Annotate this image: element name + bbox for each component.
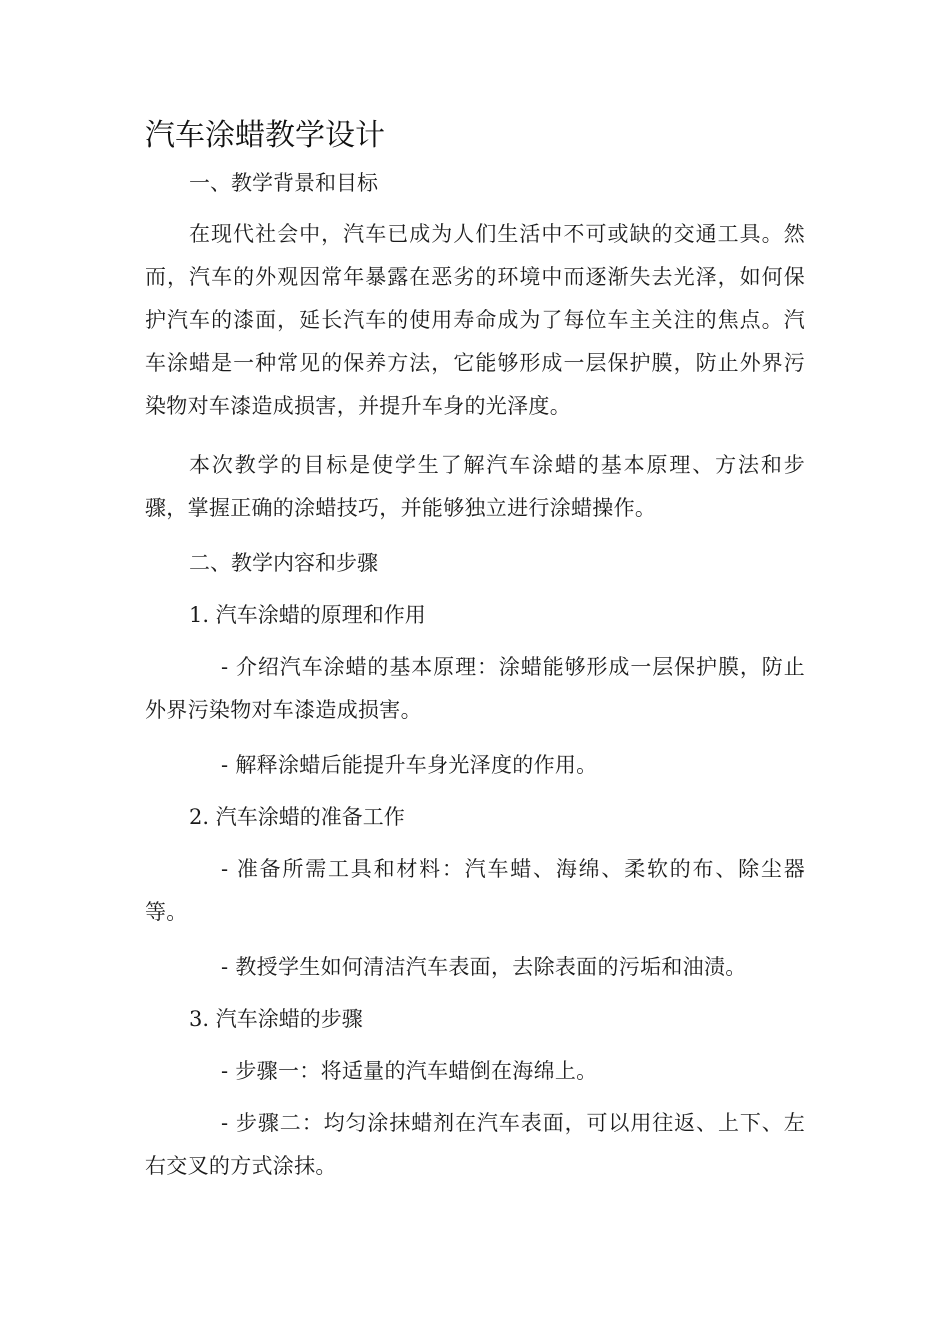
list-item-preparation-1: - 准备所需工具和材料：汽车蜡、海绵、柔软的布、除尘器等。: [145, 857, 805, 924]
list-item-step-1: - 步骤一：将适量的汽车蜡倒在海绵上。: [221, 1059, 598, 1083]
document-title: 汽车涂蜡教学设计: [145, 118, 385, 153]
paragraph-goal: 本次教学的目标是使学生了解汽车涂蜡的基本原理、方法和步骤，掌握正确的涂蜡技巧，并能够独立进行涂蜡操作。: [145, 453, 805, 520]
list-item-principle-2: - 解释涂蜡后能提升车身光泽度的作用。: [221, 753, 598, 777]
subheading-principle: 1. 汽车涂蜡的原理和作用: [189, 603, 426, 627]
paragraph-background: 在现代社会中，汽车已成为人们生活中不可或缺的交通工具。然而，汽车的外观因常年暴露在恶劣的环境中而逐渐失去光泽，如何保护汽车的漆面，延长汽车的使用寿命成为了每位车主关注的焦点。汽车涂蜡是一种常见的保养方法，它能够形成一层保护膜，防止外界污染物对车漆造成损害，并提升车身的光泽度。: [145, 222, 805, 418]
section-heading-1: 一、教学背景和目标: [189, 171, 378, 195]
list-item-principle-1: - 介绍汽车涂蜡的基本原理：涂蜡能够形成一层保护膜，防止外界污染物对车漆造成损害。: [145, 655, 805, 722]
list-item-step-2: - 步骤二：均匀涂抹蜡剂在汽车表面，可以用往返、上下、左右交叉的方式涂抹。: [145, 1111, 805, 1178]
list-item-preparation-2: - 教授学生如何清洁汽车表面，去除表面的污垢和油渍。: [221, 955, 747, 979]
section-heading-2: 二、教学内容和步骤: [189, 551, 378, 575]
subheading-preparation: 2. 汽车涂蜡的准备工作: [189, 805, 405, 829]
subheading-steps: 3. 汽车涂蜡的步骤: [189, 1007, 363, 1031]
